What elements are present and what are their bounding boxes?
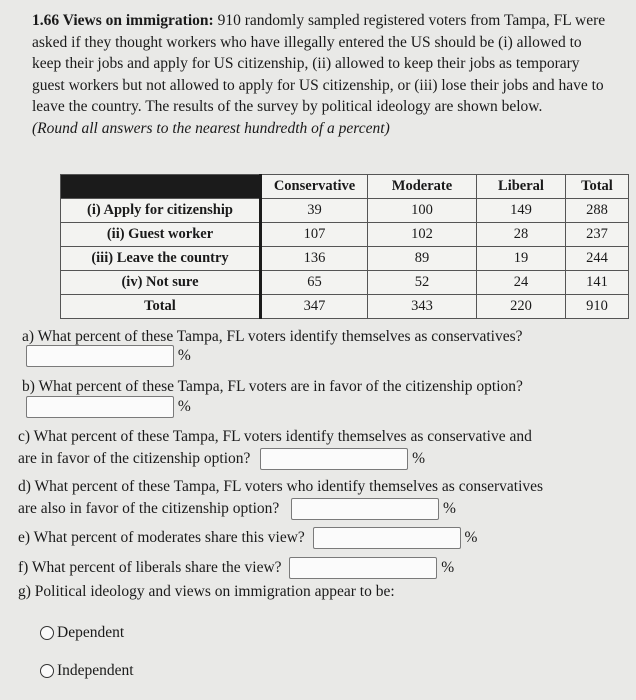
question-b: b) What percent of these Tampa, FL voters are in favor of the citizenship option? [22,378,523,395]
table-cell: 237 [566,223,629,247]
table-cell: 149 [477,199,566,223]
table-row [61,199,629,223]
table-row [61,271,629,295]
answer-e-row [18,527,477,549]
header-total: Total [566,175,629,199]
table-cell: 288 [566,199,629,223]
table-cell: 102 [368,223,477,247]
table-row [61,223,629,247]
table-cell: 347 [261,295,368,319]
percent-label: % [177,347,191,364]
radio-independent[interactable] [40,664,54,678]
row-label: (iii) Leave the country [61,247,261,271]
percent-label: % [412,450,426,467]
table-cell: 52 [368,271,477,295]
answer-c-row [18,448,425,470]
problem-intro [32,10,612,139]
header-moderate: Moderate [368,175,477,199]
row-label: (i) Apply for citizenship [61,199,261,223]
option-dependent-label: Dependent [57,624,125,641]
answer-c-input[interactable] [260,448,408,470]
table-row [61,247,629,271]
answer-d-input[interactable] [291,498,439,520]
problem-text: 910 randomly sampled registered voters from Tampa, FL were asked if they thought workers who have illegally entered the US should be (i) allowed to keep their jobs and apply for US citizenship, (ii) allowed to keep their jobs as temporary guest workers but not allowed to apply for US citizenship, or (iii) lose their jobs and have to leave the country. The results of the survey by political ideology are shown below. [32,12,606,115]
row-label: (ii) Guest worker [61,223,261,247]
option-independent[interactable] [40,662,134,680]
option-dependent[interactable] [40,624,124,642]
answer-f-input[interactable] [289,557,437,579]
answer-b-row [26,396,191,418]
percent-label: % [464,529,478,546]
rounding-note: (Round all answers to the nearest hundredth of a percent) [32,119,390,137]
table-cell: 107 [261,223,368,247]
question-a: a) What percent of these Tampa, FL voters identify themselves as conservatives? [22,328,523,345]
header-liberal: Liberal [477,175,566,199]
table-cell: 136 [261,247,368,271]
radio-dependent[interactable] [40,626,54,640]
table-cell: 244 [566,247,629,271]
table-cell: 220 [477,295,566,319]
table-cell: 39 [261,199,368,223]
question-f: f) What percent of liberals share the view? [18,559,282,576]
percent-label: % [177,398,191,415]
question-d-line2: are also in favor of the citizenship option? [18,500,280,517]
question-d-line1: d) What percent of these Tampa, FL voters who identify themselves as conservatives [18,478,544,495]
problem-number: 1.66 Views on immigration: [32,12,214,29]
table-header-row [61,175,629,199]
option-independent-label: Independent [57,662,134,679]
table-cell: 28 [477,223,566,247]
row-label: Total [61,295,261,319]
table-cell: 65 [261,271,368,295]
table-cell: 19 [477,247,566,271]
answer-d-row [18,498,456,520]
answer-a-input[interactable] [26,345,174,367]
row-label: (iv) Not sure [61,271,261,295]
question-g: g) Political ideology and views on immigration appear to be: [18,583,395,600]
table-corner [61,175,261,199]
table-cell: 343 [368,295,477,319]
question-c-line2: are in favor of the citizenship option? [18,450,251,467]
table-cell: 910 [566,295,629,319]
question-c-line1: c) What percent of these Tampa, FL voters identify themselves as conservative and [18,428,532,445]
question-e: e) What percent of moderates share this view? [18,529,305,546]
survey-table [60,174,629,319]
table-row-total [61,295,629,319]
answer-f-row [18,557,454,579]
table-cell: 24 [477,271,566,295]
table-cell: 100 [368,199,477,223]
header-conservative: Conservative [261,175,368,199]
answer-a-row [26,345,191,367]
percent-label: % [443,500,456,517]
answer-b-input[interactable] [26,396,174,418]
percent-label: % [441,559,455,576]
answer-e-input[interactable] [313,527,461,549]
table-cell: 89 [368,247,477,271]
table-cell: 141 [566,271,629,295]
